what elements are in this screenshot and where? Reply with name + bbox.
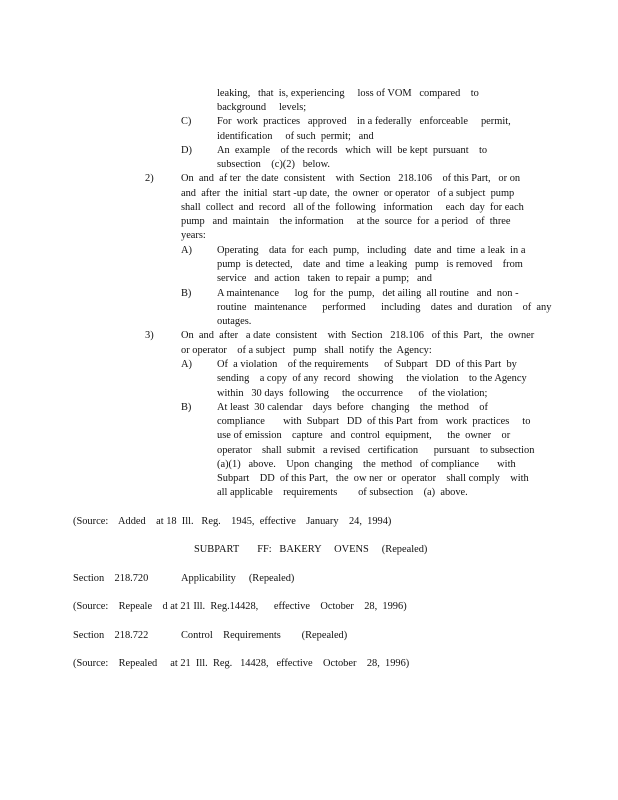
item-c-text: identification of such permit; and [217,131,374,142]
continuation-line: background levels; [217,102,307,113]
item-2-text: pump and maintain the information at the source for a period of three [181,216,511,227]
item-3b-text: operator shall submit a revised certification pursuant to subsection [217,445,535,456]
item-marker-d: D) [181,145,192,156]
section-number: Section 218.720 [73,573,149,584]
continuation-line: leaking, that is, experiencing loss of VOM compared to [217,88,479,99]
item-3b-text: (a)(1) above. Upon changing the method of compliance with [217,459,516,470]
item-marker-3b: B) [181,402,192,413]
item-d-text: An example of the records which will be kept pursuant to [217,145,488,156]
source-note: (Source: Repeale d at 21 Ill. Reg.14428, effective October 28, 1996) [73,601,407,612]
item-marker-2b: B) [181,288,192,299]
source-note: (Source: Added at 18 Ill. Reg. 1945, effective January 24, 1994) [73,516,392,527]
item-2a-text: Operating data for each pump, including date and time a leak in a [217,245,526,256]
section-title: Control Requirements (Repealed) [181,630,348,641]
section-title: Applicability (Repealed) [181,573,295,584]
item-3b-text: compliance with Subpart DD of this Part from work practices to [217,416,531,427]
item-2a-text: pump is detected, date and time a leaking pump is removed from [217,259,523,270]
source-note: (Source: Repealed at 21 Ill. Reg. 14428, effective October 28, 1996) [73,658,410,669]
item-2-text: years: [181,230,206,241]
item-3b-text: all applicable requirements of subsection (a) above. [217,487,468,498]
item-3b-text: At least 30 calendar days before changing the method of [217,402,488,413]
item-3-text: On and after a date consistent with Section 218.106 of this Part, the owner [181,330,535,341]
item-2b-text: A maintenance log for the pump, det ailing all routine and non - [217,288,519,299]
subpart-heading: SUBPART FF: BAKERY OVENS (Repealed) [194,544,428,555]
item-2b-text: outages. [217,316,252,327]
item-3b-text: use of emission capture and control equipment, the owner or [217,430,511,441]
item-marker-2a: A) [181,245,192,256]
item-d-text: subsection (c)(2) below. [217,159,331,170]
item-2a-text: service and action taken to repair a pump; and [217,273,432,284]
item-3b-text: Subpart DD of this Part, the ow ner or operator shall comply with [217,473,529,484]
item-2-text: and after the initial start -up date, the owner or operator of a subject pump [181,188,515,199]
item-3a-text: sending a copy of any record showing the violation to the Agency [217,373,527,384]
item-c-text: For work practices approved in a federally enforceable permit, [217,116,511,127]
section-number: Section 218.722 [73,630,149,641]
item-2-text: shall collect and record all of the following information each day for each [181,202,524,213]
item-2b-text: routine maintenance performed including dates and duration of any [217,302,552,313]
item-2-text: On and af ter the date consistent with Section 218.106 of this Part, or on [181,173,521,184]
item-marker-3a: A) [181,359,192,370]
item-3a-text: Of a violation of the requirements of Subpart DD of this Part by [217,359,517,370]
item-marker-2: 2) [145,173,154,184]
item-marker-c: C) [181,116,192,127]
item-marker-3: 3) [145,330,154,341]
item-3a-text: within 30 days following the occurrence of the violation; [217,388,488,399]
item-3-text: or operator of a subject pump shall notify the Agency: [181,345,432,356]
